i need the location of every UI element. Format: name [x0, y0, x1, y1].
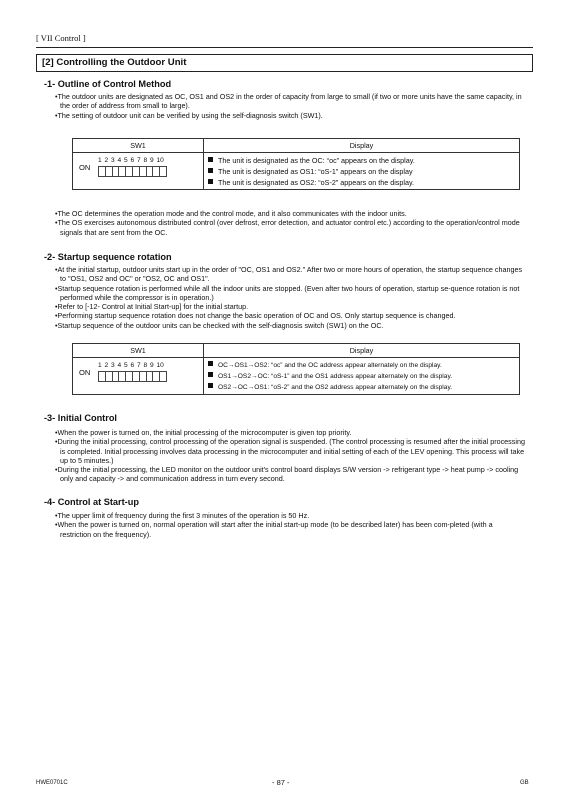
s2-paragraph [55, 265, 525, 330]
s1-paragraph-2 [55, 209, 525, 237]
s3-paragraph [55, 428, 525, 484]
section-title: [2] Controlling the Outdoor Unit [36, 54, 533, 72]
s2-dip-switch [98, 371, 166, 382]
s4-bullet-1: •The upper limit of frequency during the first 3 minutes of the operation is 50 Hz. [55, 511, 310, 520]
s1-display-row: The unit is designated as OS2: “oS-2” appears on the display. [204, 177, 519, 188]
s1-paragraph [55, 92, 525, 120]
s1-display-row: The unit is designated as the OC: “oc” appears on the display. [204, 155, 519, 166]
footer-region: GB [520, 780, 529, 786]
s2-bullet-2: •Startup sequence rotation is performed while all the indoor units are stopped. (Even after two hours of operation, startup se-quence rotation is not performed while the compressor is in operation.) [55, 283, 520, 302]
s1-display-row: The unit is designated as OS1: “oS-1” appears on the display [204, 166, 519, 177]
s2-display-cell [204, 358, 520, 395]
s1-col-sw1: SW1 [73, 139, 204, 153]
s2-sw1-table [72, 343, 520, 395]
s1-dip-switch-cell [73, 153, 204, 190]
s2-bullet-4: •Performing startup sequence rotation does not change the basic operation of OC and OS. Only startup sequence is changed. [55, 311, 456, 321]
s1-col-display: Display [204, 139, 520, 153]
s1-dip-switch [98, 166, 166, 177]
s1-switch-numbers: 1 2 3 4 5 6 7 8 9 10 [98, 157, 164, 164]
s1-on-label: ON [79, 163, 91, 172]
s2-dip-switch-cell [73, 358, 204, 395]
s2-bullet-1: •At the initial startup, outdoor units start up in the order of "OC, OS1 and OS2." After two or more hours of operation, the startup sequence changes to "OS1, OS2 and OC" or "OS2, OC and OS1". [55, 265, 523, 284]
s4-paragraph [55, 511, 525, 539]
s2-switch-numbers: 1 2 3 4 5 6 7 8 9 10 [98, 362, 164, 369]
square-bullet-icon [208, 168, 213, 173]
s3-heading: -3- Initial Control [44, 413, 117, 423]
s2-col-display: Display [204, 344, 520, 358]
chapter-header: [ VII Control ] [36, 33, 86, 43]
s4-bullet-2: •When the power is turned on, normal operation will start after the initial start-up mode (to be described later) has been com-pleted (with a restriction on the frequency). [55, 520, 493, 539]
s2-col-sw1: SW1 [73, 344, 204, 358]
header-rule [36, 47, 533, 48]
square-bullet-icon [208, 383, 213, 388]
s2-on-label: ON [79, 368, 91, 377]
s2-display-row: OS1→OS2→OC: “oS-1” and the OS1 address appear alternately on the display. [204, 371, 519, 382]
s1-bullet-2: •The setting of outdoor unit can be verified by using the self-diagnosis switch (SW1). [55, 110, 323, 120]
s3-bullet-3: •During the initial processing, the LED monitor on the outdoor unit's control board displays S/W version -> refrigerant type -> heat pump -> cooling only and capacity -> and communication address in turn every second. [55, 465, 519, 484]
s2-display-row: OC→OS1→OS2: “oc” and the OC address appear alternately on the display. [204, 360, 519, 371]
s1-bullet-4: •The OS exercises autonomous distributed control (over defrost, error detection, and actuator control etc.) according to the operation/control mode signals that are sent from the OC. [55, 218, 520, 237]
square-bullet-icon [208, 157, 213, 162]
s1-bullet-3: •The OC determines the operation mode and the control mode, and it also communicates with the indoor units. [55, 209, 407, 218]
s1-sw1-table [72, 138, 520, 190]
s2-display-row: OS2→OC→OS1: “oS-2” and the OS2 address appear alternately on the display. [204, 382, 519, 393]
s1-heading: -1- Outline of Control Method [44, 79, 172, 89]
footer-page-number: - 87 - [272, 778, 290, 787]
s2-bullet-3: •Refer to [-12- Control at Initial Start-up] for the initial startup. [55, 302, 249, 312]
s4-heading: -4- Control at Start-up [44, 497, 139, 507]
square-bullet-icon [208, 372, 213, 377]
s2-heading: -2- Startup sequence rotation [44, 252, 172, 262]
square-bullet-icon [208, 361, 213, 366]
s1-bullet-1: •The outdoor units are designated as OC, OS1 and OS2 in the order of capacity from large to small (if two or more units have the same capacity, in the order of address from small to large). [55, 92, 522, 111]
s1-display-cell [204, 153, 520, 190]
s2-bullet-5: •Startup sequence of the outdoor units can be checked with the self-diagnosis switch (SW1) on the OC. [55, 320, 384, 330]
square-bullet-icon [208, 179, 213, 184]
s3-bullet-1: •When the power is turned on, the initial processing of the microcomputer is given top priority. [55, 428, 352, 437]
s3-bullet-2: •During the initial processing, control processing of the operation signal is suspended. (The control processing is resumed after the initial processing is completed. Initial processing involves data processing in the microcomputer and initial setting of each of the LEV opening. This process will take up to 5 minutes.) [55, 437, 525, 465]
footer-doc-code: HWE0701C [36, 780, 68, 786]
